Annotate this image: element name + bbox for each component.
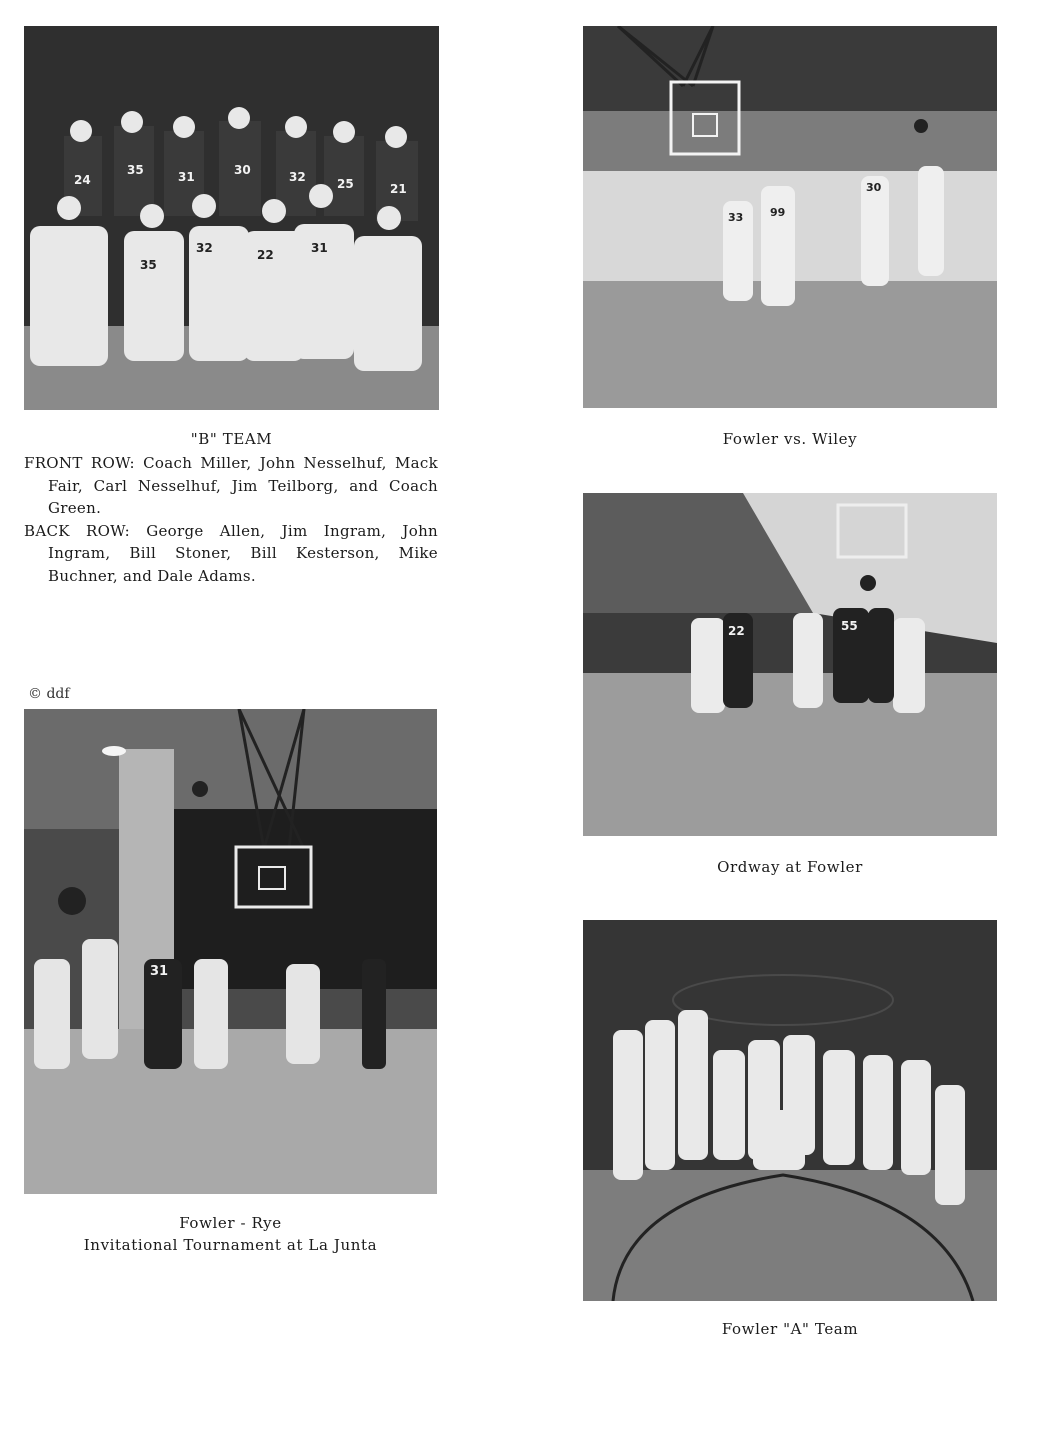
b-team-roster bbox=[24, 452, 438, 587]
fowler-rye-photo-drawing bbox=[24, 709, 437, 1194]
wiley-jersey-33: 33 bbox=[728, 211, 744, 224]
fowler-vs-wiley-photo bbox=[583, 26, 997, 408]
front-row-label: FRONT ROW: bbox=[24, 454, 135, 472]
wiley-jersey-99: 99 bbox=[770, 206, 786, 219]
b-team-front-jersey-1: 35 bbox=[140, 258, 157, 272]
fowler-a-team-caption: Fowler "A" Team bbox=[721, 1320, 859, 1338]
fowler-vs-wiley-caption: Fowler vs. Wiley bbox=[722, 430, 858, 448]
wiley-jersey-30: 30 bbox=[866, 181, 882, 194]
fowler-rye-photo bbox=[24, 709, 437, 1194]
b-team-front-jersey-3: 22 bbox=[257, 248, 274, 262]
b-team-back-jersey-3: 31 bbox=[178, 170, 195, 184]
ordway-at-fowler-photo bbox=[583, 493, 997, 836]
b-team-back-jersey-7: 21 bbox=[390, 182, 407, 196]
fowler-rye-caption-line2: Invitational Tournament at La Junta bbox=[83, 1236, 378, 1254]
fowler-rye-caption-line1: Fowler - Rye bbox=[179, 1214, 282, 1232]
rye-jersey-31: 31 bbox=[150, 964, 169, 979]
back-row-names: George Allen, Jim Ingram, John Ingram, Bill Stoner, Bill Kesterson, Mike Buchner, and Dale Adams. bbox=[48, 521, 438, 585]
b-team-back-jersey-5: 32 bbox=[289, 170, 306, 184]
b-team-back-jersey-6: 25 bbox=[337, 177, 354, 191]
b-team-caption: "B" TEAM bbox=[190, 430, 273, 448]
b-team-photo-drawing bbox=[24, 26, 439, 410]
fowler-a-team-photo-drawing bbox=[583, 920, 997, 1301]
fowler-a-team-photo bbox=[583, 920, 997, 1301]
back-row-label: BACK ROW: bbox=[24, 521, 130, 540]
b-team-back-jersey-2: 35 bbox=[127, 163, 144, 177]
b-team-back-jersey-1: 24 bbox=[74, 173, 91, 187]
b-team-front-jersey-2: 32 bbox=[196, 241, 213, 255]
fowler-vs-wiley-photo-drawing bbox=[583, 26, 997, 408]
front-row-paragraph bbox=[24, 452, 438, 520]
front-row-names: Coach Miller, John Nesselhuf, Mack Fair, Carl Nesselhuf, Jim Teilborg, and Coach Green. bbox=[48, 454, 438, 517]
b-team-photo bbox=[24, 26, 439, 410]
ordway-at-fowler-photo-drawing bbox=[583, 493, 997, 836]
b-team-front-jersey-4: 31 bbox=[311, 241, 328, 255]
ordway-jersey-22: 22 bbox=[728, 624, 745, 638]
b-team-back-jersey-4: 30 bbox=[234, 163, 251, 177]
copyright-watermark: © ddf bbox=[28, 686, 70, 702]
fowler-rye-caption bbox=[24, 1212, 437, 1256]
ordway-at-fowler-caption: Ordway at Fowler bbox=[717, 858, 863, 876]
ordway-jersey-55: 55 bbox=[841, 619, 858, 633]
back-row-paragraph bbox=[24, 520, 438, 588]
